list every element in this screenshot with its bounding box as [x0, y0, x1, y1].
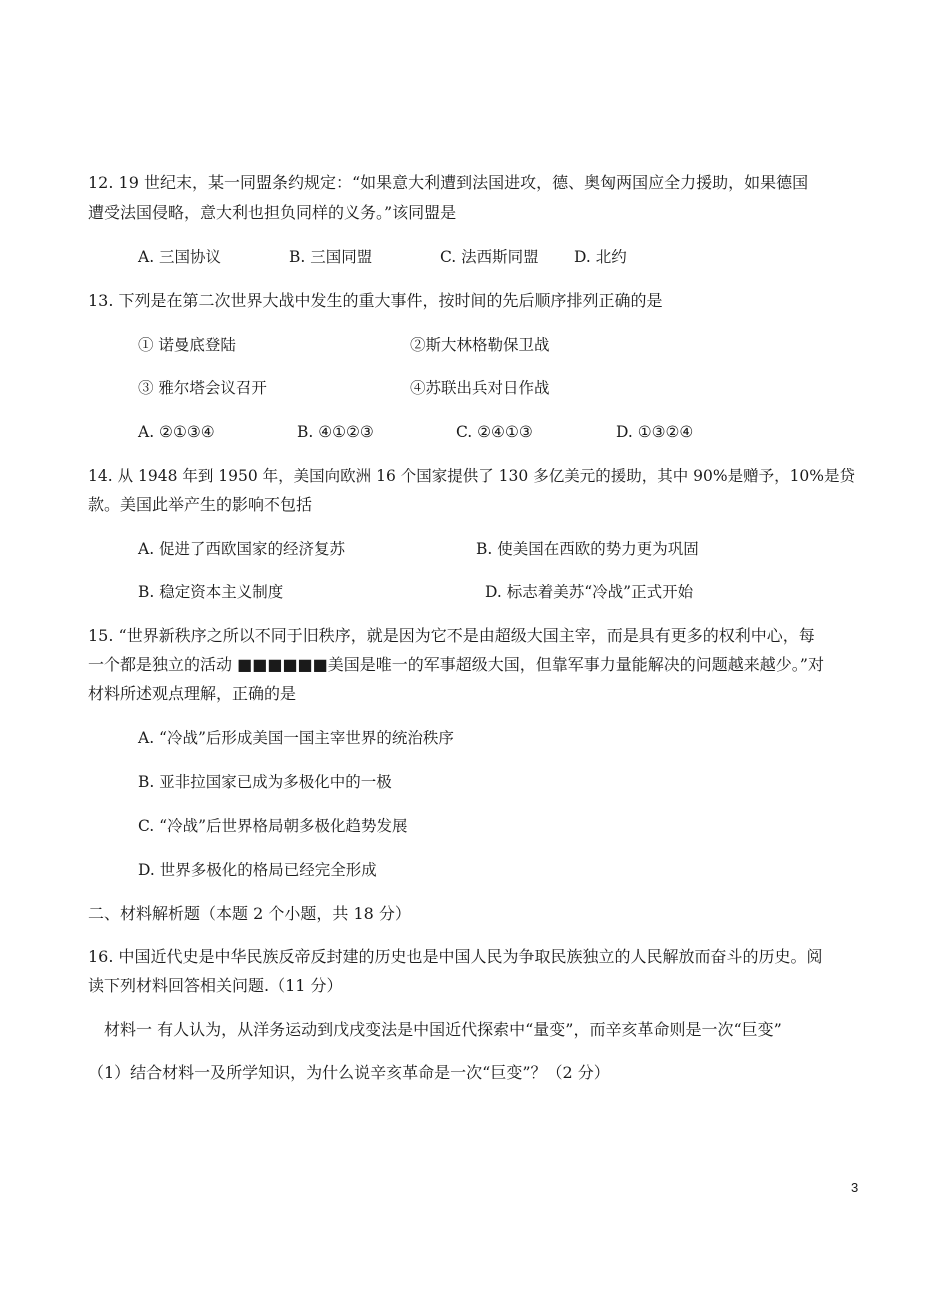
q12-option-b: B. 三国同盟 — [289, 248, 373, 266]
q13-event-4: ④苏联出兵对日作战 — [410, 379, 550, 397]
q14-line-1: 14. 从 1948 年到 1950 年，美国向欧洲 16 个国家提供了 130 多亿美元的援助，其中 90%是赠予，10%是贷 — [88, 467, 856, 485]
q13-event-3: ③ 雅尔塔会议召开 — [138, 379, 267, 397]
q15-option-c: C. “冷战”后世界格局朝多极化趋势发展 — [138, 817, 408, 835]
q13-line-1: 13. 下列是在第二次世界大战中发生的重大事件，按时间的先后顺序排列正确的是 — [88, 291, 663, 310]
q14-option-a: A. 促进了西欧国家的经济复苏 — [138, 540, 346, 558]
q15-line-1: 15. “世界新秩序之所以不同于旧秩序，就是因为它不是由超级大国主宰，而是具有更多的权利中心，每 — [88, 626, 815, 645]
q13-event-2: ②斯大林格勒保卫战 — [410, 336, 550, 354]
q12-option-c: C. 法西斯同盟 — [440, 248, 539, 266]
q12-line-1: 12. 19 世纪末，某一同盟条约规定：“如果意大利遭到法国进攻，德、奥匈两国应全力援助，如果德国 — [88, 173, 809, 192]
section-heading: 二、材料解析题（本题 2 个小题，共 18 分） — [88, 904, 411, 923]
q12-option-a: A. 三国协议 — [138, 248, 222, 266]
q13-option-a: A. ②①③④ — [138, 423, 215, 441]
q15-line-3: 材料所述观点理解，正确的是 — [88, 684, 297, 703]
q16-line-2: 读下列材料回答相关问题.（11 分） — [88, 976, 343, 995]
q14-option-b: B. 使美国在西欧的势力更为巩固 — [476, 540, 699, 558]
q14-option-d: D. 标志着美苏“冷战”正式开始 — [485, 583, 694, 601]
q14-line-2: 款。美国此举产生的影响不包括 — [88, 495, 313, 514]
q13-event-1: ① 诺曼底登陆 — [138, 336, 236, 354]
q14-option-c: B. 稳定资本主义制度 — [138, 583, 284, 601]
q15-option-d: D. 世界多极化的格局已经完全形成 — [138, 861, 377, 879]
q12-option-d: D. 北约 — [574, 248, 627, 266]
q16-material-1: 材料一 有人认为，从洋务运动到戊戌变法是中国近代探索中“量变”，而辛亥革命则是一次“巨变” — [104, 1020, 782, 1039]
q12-line-2: 遭受法国侵略，意大利也担负同样的义务。”该同盟是 — [88, 203, 457, 222]
q16-line-1: 16. 中国近代史是中华民族反帝反封建的历史也是中国人民为争取民族独立的人民解放而奋斗的历史。阅 — [88, 947, 823, 966]
q13-option-c: C. ②④①③ — [456, 423, 533, 441]
q15-line-2: 一个都是独立的活动 ■■■■■■美国是唯一的军事超级大国，但靠军事力量能解决的问题越来越少。”对 — [88, 655, 824, 674]
q13-option-d: D. ①③②④ — [616, 423, 694, 441]
q15-option-a: A. “冷战”后形成美国一国主宰世界的统治秩序 — [138, 729, 454, 747]
q16-subquestion-1: （1）结合材料一及所学知识，为什么说辛亥革命是一次“巨变”？（2 分） — [88, 1063, 610, 1082]
page-number: 3 — [851, 1180, 859, 1195]
q13-option-b: B. ④①②③ — [297, 423, 374, 441]
q15-option-b: B. 亚非拉国家已成为多极化中的一极 — [138, 773, 392, 791]
